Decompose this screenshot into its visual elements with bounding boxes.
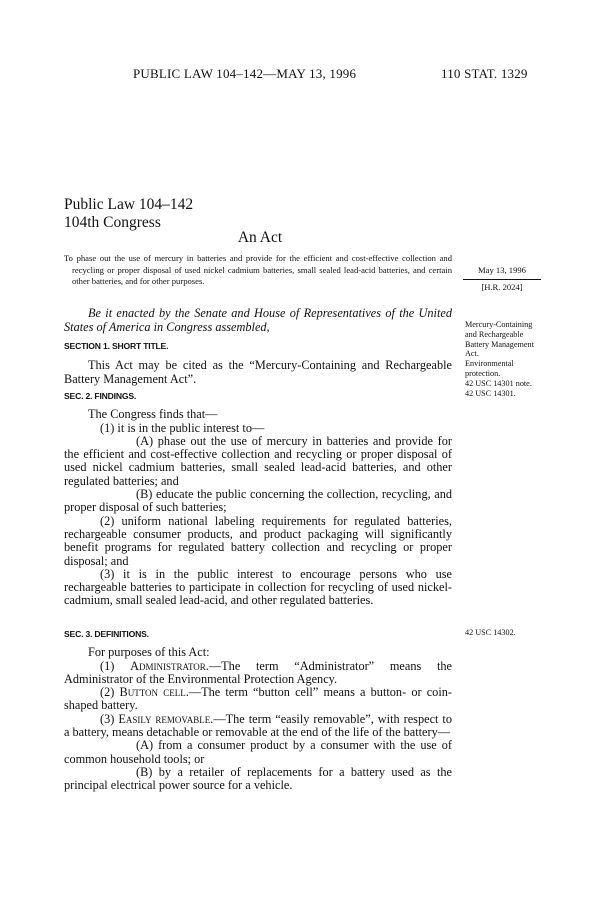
def-num: (2) bbox=[100, 685, 115, 700]
bill-number: [H.R. 2024] bbox=[481, 281, 523, 292]
congress: 104th Congress bbox=[64, 214, 161, 231]
definition-3 bbox=[64, 713, 452, 740]
enactment-date: May 13, 1996 bbox=[463, 265, 541, 280]
finding-1: (1) it is in the public interest to— bbox=[100, 420, 265, 435]
law-title-block bbox=[64, 196, 193, 232]
section-heading: SECTION 1. SHORT TITLE. bbox=[64, 341, 169, 351]
definition-2 bbox=[64, 686, 452, 713]
section-heading: SEC. 3. DEFINITIONS. bbox=[64, 629, 149, 639]
definition-3b: (B) by a retailer of replacements for a battery used as the principal electrical power source for a vehicle. bbox=[64, 764, 452, 793]
finding-1a: (A) phase out the use of mercury in batteries and provide for the efficient and cost-effective collection and recycling or proper disposal of used nickel cadmium batteries, small sealed lead-acid batteries, and other regulated batteries; and bbox=[64, 433, 452, 488]
margin-note-short-title: Mercury-Containing and Rechargeable Battery Management Act. bbox=[465, 320, 534, 359]
def-term: Administrator bbox=[130, 658, 206, 673]
finding-1b: (B) educate the public concerning the collection, recycling, and proper disposal of such batteries; bbox=[64, 487, 452, 515]
enacting-clause: Be it enacted by the Senate and House of Representatives of the United States of America in Congress assembled, bbox=[64, 306, 452, 334]
definition-1 bbox=[64, 660, 452, 687]
running-head-stat: 110 STAT. 1329 bbox=[441, 66, 528, 81]
def-num: (1) bbox=[100, 658, 115, 673]
section-2 bbox=[64, 390, 452, 608]
def-num: (3) bbox=[100, 711, 115, 726]
margin-note-usc2: 42 USC 14301. bbox=[465, 388, 516, 398]
section-text: This Act may be cited as the “Mercury-Containing and Rechargeable Battery Management Act”. bbox=[64, 358, 452, 386]
def-text: .—The term “Administrator” means the Administrator of the Environmental Protection Agency. bbox=[64, 658, 452, 686]
def-term: Button cell bbox=[119, 685, 186, 700]
margin-notes bbox=[465, 320, 545, 398]
section-1 bbox=[64, 340, 452, 386]
finding-3: (3) it is in the public interest to encourage persons who use rechargeable batteries to participate in collection for recycling of used nickel-cadmium, small sealed lead-acid, and other regulated batteries. bbox=[64, 566, 452, 608]
finding-2: (2) uniform national labeling requirements for regulated batteries, rechargeable consumer products, and product packaging will significantly benefit programs for regulated battery collection and recycling or proper disposal; and bbox=[64, 513, 452, 568]
act-heading: An Act bbox=[237, 229, 283, 246]
margin-note-env: Environmental protection. bbox=[465, 359, 514, 378]
definition-3a: (A) from a consumer product by a consumer with the use of common household tools; or bbox=[64, 738, 452, 766]
margin-note-usc3: 42 USC 14302. bbox=[465, 628, 516, 637]
def-text: .—The term “button cell” means a button- or coin-shaped battery. bbox=[64, 685, 452, 713]
section-heading: SEC. 2. FINDINGS. bbox=[64, 391, 137, 401]
running-head-title: PUBLIC LAW 104–142—MAY 13, 1996 bbox=[133, 66, 357, 81]
date-sidenote bbox=[463, 265, 541, 293]
def-text: .—The term “easily removable”, with respect to a battery, means detachable or removable at the end of the life of the battery— bbox=[64, 711, 452, 740]
purpose-clause: To phase out the use of mercury in batteries and provide for the efficient and cost-effective collection and recycling or proper disposal of used nickel cadmium batteries, small sealed lead-acid batteries, and certain other batteries, and for other purposes. bbox=[64, 253, 452, 287]
section-3 bbox=[64, 628, 452, 793]
findings-intro: The Congress finds that— bbox=[88, 407, 218, 422]
def-term: Easily removable bbox=[118, 711, 211, 726]
definitions-intro: For purposes of this Act: bbox=[88, 645, 210, 660]
law-number: Public Law 104–142 bbox=[64, 196, 194, 213]
margin-note-usc1: 42 USC 14301 note. bbox=[465, 378, 532, 388]
